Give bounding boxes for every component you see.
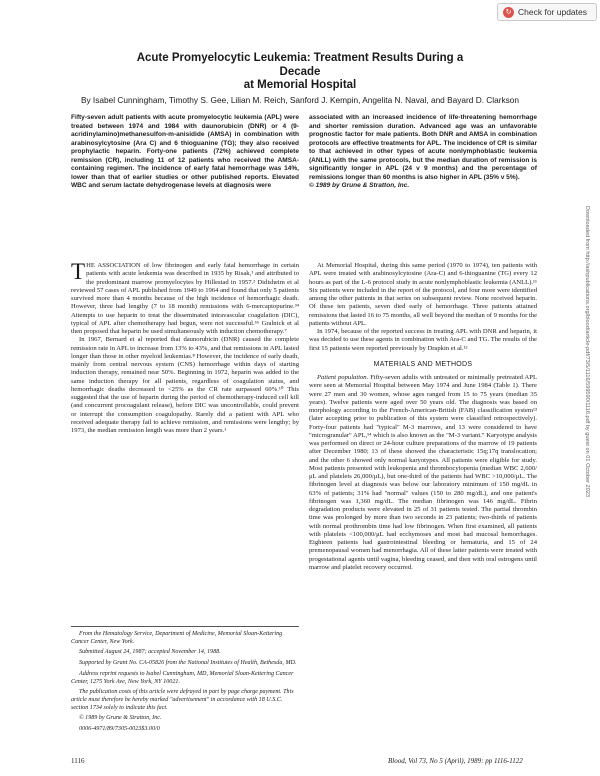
intro-paragraph-3: At Memorial Hospital, during this same period (1970 to 1974), ten patients with APL were treated with arabinosylcytosine (Ara-C) and 6-thioguanine (TG) every 12 hours as part of the L-6 protocol study in acute nonlymphoblastic leukemia (ANLL).¹¹ Six patients were included in the report of the protocol, and four more were identified among the other patients in that series on subsequent review. None received heparin. Of these ten patients, seven died early of hemorrhage. Three patients attained remissions that lasted 16 to 75 months, all well beyond the median of 9 months for the patients without APL.	[309, 262, 537, 327]
intro-paragraph-2: In 1967, Bernard et al reported that daunorubicin (DNR) caused the complete remission rate in APL to increase from 13% to 43%, and that remissions in APL lasted longer than those in other myeloid leukemias.⁸ However, the incidence of early death, mainly from central nervous system (CNS) hemorrhage within days of starting induction therapy, remained near 50%. Beginning in 1972, heparin was added to the same induction therapy for all patients, regardless of coagulation status, and hemorrhagic deaths decreased to <25% as the CR rate surpassed 60%.¹⁰ This suggested that the use of heparin during the period of chemotherapy-induced cell kill (and concurrent procoagulant release), before DIC was uncontrollable, could prevent or interrupt the consumption coagulopathy. Rarely did a patient with APL who received adequate therapy fail to achieve remission, and remissions were lengthy; by 1973, the median remission length was more than 2 years.¹	[71, 336, 299, 434]
footnote-affiliation: From the Hematology Service, Department of Medicine, Memorial Sloan-Kettering Cancer Center, New York.	[71, 631, 283, 645]
intro-paragraph-4: In 1974, because of the reported success in treating APL with DNR and heparin, it was decided to use these agents in combination with Ara-C and TG. The results of the first 15 patients were reported previously by Drapkin et al.¹²	[309, 328, 537, 352]
methods-paragraph-1	[309, 374, 537, 572]
article-title	[120, 52, 480, 93]
methods-paragraph-1-text: Fifty-seven adults with untreated or minimally pretreated APL were seen at Memorial Hospital between May 1974 and June 1984 (Table 1). There were 27 men and 30 women, whose ages ranged from 15 to 75 years (median 35 years). Twelve patients were aged over 50 years old. The diagnosis was based on morphology according to the French-American-British (FAB) classification system¹³ (later accepting prior to publication of this system were classified retrospectively). Forty-four patients had "typical" M-3 marrows, and 13 were considered to have "microgranular" APL,¹⁴ which is also known as the "M-3 variant." Karyotype analysis was performed on direct or 24-hour culture preparations of the marrow of 19 patients after December 1980; 13 of these showed the characteristic 15q;17q translocation; and the other 6 showed only normal karyotypes. All patients were eligible for study. Most patients presented with leukopenia and thrombocytopenia (median WBC 2,600/μL and platelets 26,000/μL), but one-third of the patients had WBC >10,000/μL. The fibrinogen level at diagnosis was below our laboratory minimum of 150 mg/dL in 63% of patients; 31% had "normal" values (150 to 280 mg/dL), and one patient's fibrinogen was 1,360 mg/dL. The median fibrinogen was 146 mg/dL. Fibrin degradation products were elevated in 25 of 31 patients tested. The partial thrombin time was prolonged by more than two seconds in 23 patients; two-thirds of patients with normal prothrombin time had low fibrinogen. When first examined, all patients with platelets <100,000/μL had ecchymoses and most had mucosal hemorrhages. Eighteen patients had gastrointestinal bleeding or hematuria, and 15 of 24 premenopausal women had menorrhagia. All of these latter patients were treated with progestational agents until vagina, bleeding ceased, and then with oral estrogens until marrow and platelet recovery occurred.	[309, 374, 537, 571]
title-line-2: at Memorial Hospital	[243, 79, 357, 91]
download-watermark: Downloaded from http://ashpublications.org/blood/article-pdf/73/5/1116/599590/1116.pdf by guest on 01 October 2023	[584, 206, 590, 497]
abstract-right-text: associated with an increased incidence of life-threatening hemorrhage and shorter remission duration. Advanced age was an unfavorable prognostic factor for male patients. Both DNR and AMSA in combination protocols are effective treatments for APL. The incidence of CR is similar to that achieved in other types of acute nonlymphoblastic leukemia (ANLL) with the same protocols, but the median duration of remission is significantly longer in APL (24 v 9 months) and the percentage of remissions longer than 60 months is also higher in APL (35% v 5%).	[309, 114, 537, 181]
drop-cap: T	[71, 259, 86, 284]
footnote-copyright: © 1989 by Grune & Stratton, Inc.	[79, 715, 162, 722]
abstract-right-column	[309, 114, 537, 191]
methods-runin-heading: Patient population.	[317, 374, 369, 381]
refresh-icon: ↻	[503, 7, 514, 18]
page-number: 1116	[71, 757, 85, 765]
footnote-support: Supported by Grant No. CA-05826 from the National Institutes of Health, Bethesda, MD.	[79, 660, 297, 667]
footnote-divider	[71, 626, 299, 627]
author-list: By Isabel Cunningham, Timothy S. Gee, Lilian M. Reich, Sanford J. Kempin, Angelita N. Naval, and Bayard D. Clarkson	[80, 95, 520, 105]
abstract-left-column: Fifty-seven adult patients with acute promyelocytic leukemia (APL) were treated between 1974 and 1984 with daunorubicin (DNR) or 4 (9-acridinylamino)methanesulfon-m-anisidide (AMSA) in combination with arabinosylcytosine (Ara C) and 6 thioguanine (TG); they also received prophylactic heparin. Forty-one patients (72%) achieved complete remission (CR), including 11 of 12 patients who received the AMSA-containing regimen. The incidence of early fatal hemorrhage was 14%, lower than that of earlier studies or other published reports. Elevated WBC and serum lactate dehydrogenase levels at diagnosis were	[71, 114, 299, 189]
intro-paragraph-1	[71, 259, 299, 336]
check-for-updates-button[interactable]	[497, 3, 597, 21]
journal-citation: Blood, Vol 73, No 5 (April), 1989: pp 1116-1122	[388, 757, 523, 765]
abstract-copyright: © 1989 by Grune & Stratton, Inc.	[309, 182, 410, 189]
body-left-column	[71, 259, 299, 435]
check-for-updates-label: Check for updates	[518, 7, 587, 17]
footnote-code: 0006-4971/89/7305-0023$3.00/0	[79, 726, 160, 733]
title-line-1: Acute Promyelocytic Leukemia: Treatment Results During a Decade	[136, 52, 464, 78]
footnotes	[71, 631, 299, 737]
body-right-column	[309, 262, 537, 572]
footnote-submitted: Submitted August 24, 1987; accepted November 14, 1988.	[79, 649, 221, 656]
footnote-publication-costs: The publication costs of this article were defrayed in part by page charge payment. This article must therefore be hereby marked "advertisement" in accordance with 18 U.S.C. section 1734 solely to indicate this fact.	[71, 689, 294, 711]
intro-paragraph-1-text: HE ASSOCIATION of low fibrinogen and early fatal hemorrhage in certain patients with acute leukemia was described in 1935 by Risak,¹ and attributed to the predominant marrow promyelocytes by Hillestad in 1957.² Didisheim et al reviewed 57 cases of APL published from 1949 to 1964 and found that only 5 patients survived more than 4 months because of the high incidence of hemorrhagic death. However, three had lengthy (7 to 18 month) remissions with 6-mercaptopurine.³⁴ Attempts to use heparin to treat the disseminated intravascular coagulation (DIC), typical of APL after chemotherapy had begun, were not successful.⁵⁶ Gralnick et al then proposed that heparin be used simultaneously with induction chemotherapy.⁷	[71, 262, 299, 335]
section-heading-methods: MATERIALS AND METHODS	[373, 360, 473, 368]
footnote-reprints: Address reprint requests to Isabel Cunningham, MD, Memorial Sloan-Kettering Cancer Center, 1275 York Ave, New York, NY 10021.	[71, 670, 294, 685]
